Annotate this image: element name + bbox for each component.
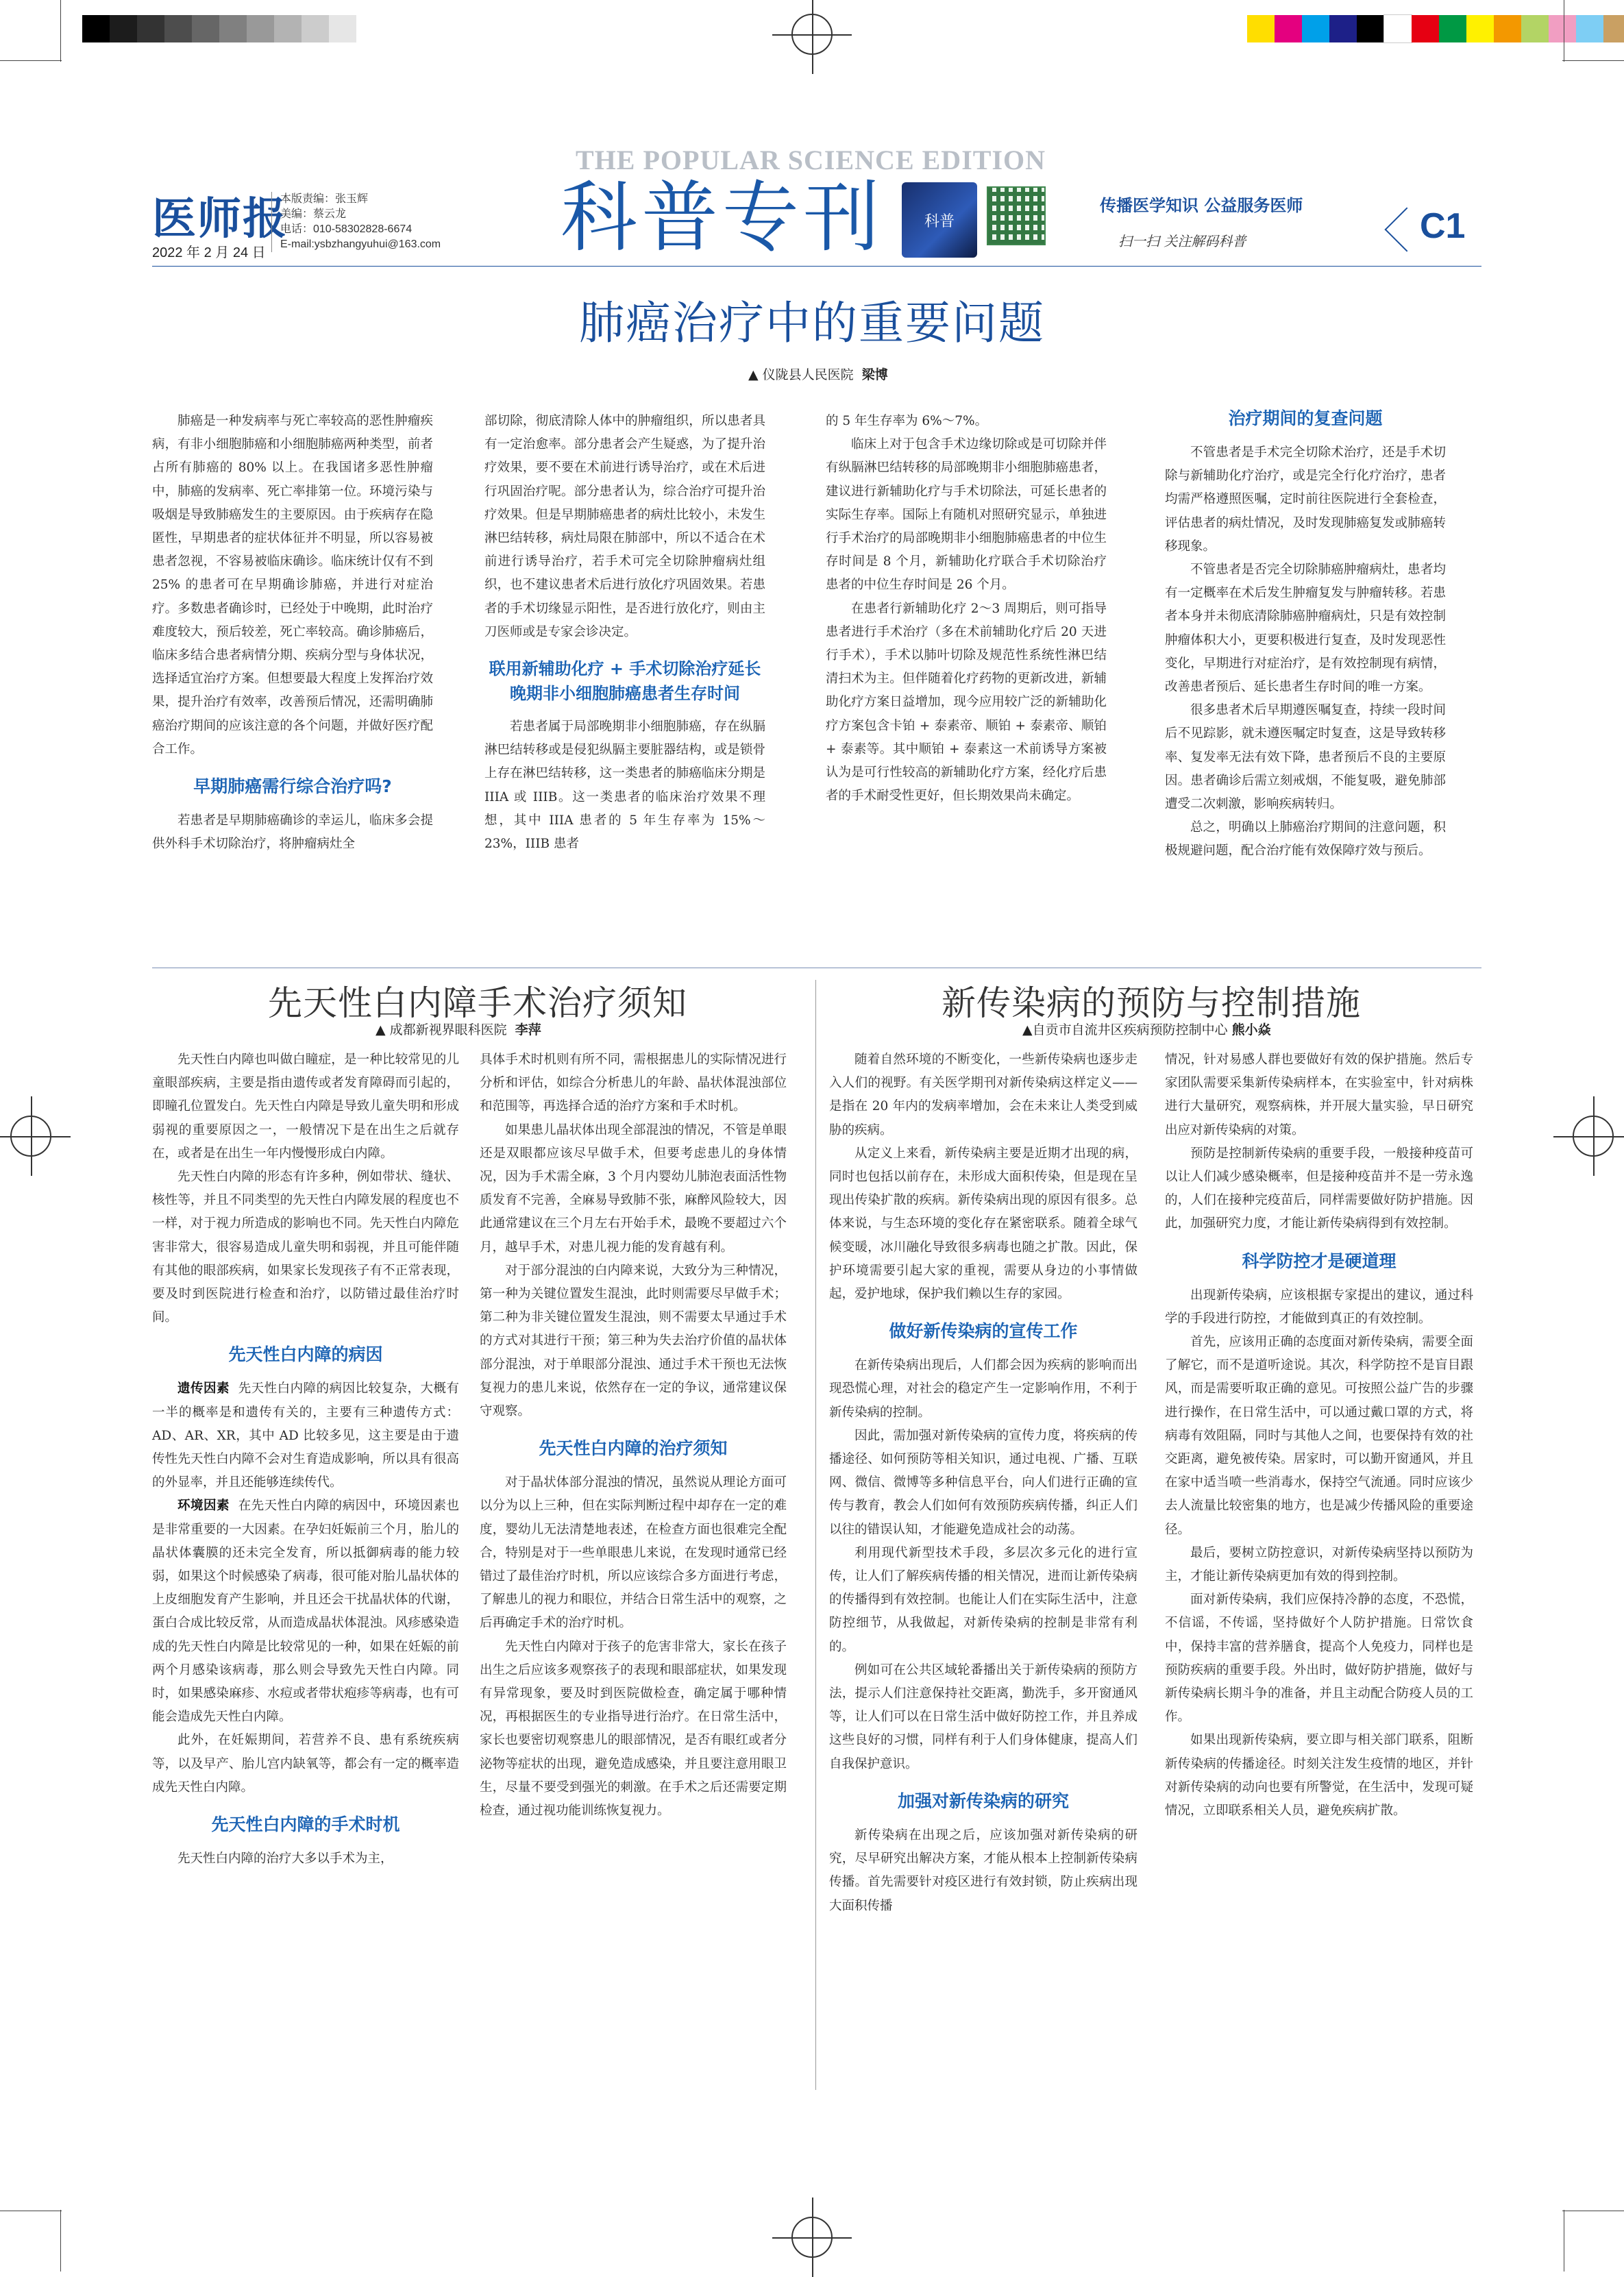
paragraph: 不管患者是否完全切除肺癌肿瘤病灶，患者均有一定概率在术后发生肿瘤复发与肿瘤转移。若患者本身并未彻底清除肺癌肿瘤病灶，只是有效控制肿瘤体积大小，更要积极进行复查，及时发现恶性变化，早期进行对症治疗，是有效控制现有病情，改善患者预后、延长患者生存时间的唯一方案。 bbox=[1165, 563, 1446, 695]
paragraph: 从定义上来看，新传染病主要是近期才出现的病，同时也包括以前存在，未形成大面积传染，但是现在呈现出传染扩散的疾病。新传染病出现的原因有很多。总体来说，与生态环境的变化存在紧密联系。随着全球气候变暖，冰川融化导致很多病毒也随之扩散。因此，保护环境需要引起大家的重视，需要从身边的小事情做起，爱护地球，保护我们赖以生存的家园。 bbox=[829, 1146, 1137, 1302]
paragraph: 肺癌是一种发病率与死亡率较高的恶性肿瘤疾病，有非小细胞肺癌和小细胞肺癌两种类型，前者占所有肺癌的 80% 以上。在我国诸多恶性肿瘤中，肺癌的发病率、死亡率排第一位。环境污染与吸烟是导致肺癌发生的主要原因。由于疾病存在隐匿性，早期患者的症状体征并不明显，所以容易被患者忽视，不容易被临床确诊。临床统计仅有不到 25% 的患者可在早期确诊肺癌，并进行对症治疗。多数患者确诊时，已经处于中晚期，此时治疗难度较大，预后较差，死亡率较高。确诊肺癌后，临床多结合患者病情分期、疾病分型与身体状况，选择适宜治疗方案。但想要最大程度上发挥治疗效果，提升治疗有效率，改善预后情况，还需明确肺癌治疗期间的应该注意的各个问题，并做好医疗配合工作。 bbox=[152, 414, 433, 756]
color-swatch bbox=[1439, 15, 1466, 42]
section-heading: 治疗期间的复查问题 bbox=[1228, 408, 1383, 428]
paragraph: 如果出现新传染病，要立即与相关部门联系，阻断新传染病的传播途径。时刻关注发生疫情的地区，并针对新传染病的动向也要有所警觉，在生活中，发现可疑情况，立即联系相关人员，避免疾病扩散。 bbox=[1165, 1733, 1473, 1819]
section-heading: 先天性白内障的治疗须知 bbox=[539, 1438, 728, 1459]
article-column bbox=[152, 410, 433, 856]
color-swatch bbox=[1521, 15, 1549, 42]
paragraph: 因此，需加强对新传染病的宣传力度，将疾病的传播途径、如何预防等相关知识，通过电视、广播、互联网、微信、微博等多种信息平台，向人们进行正确的宣传与教育，教会人们如何有效预防疾病传播，纠正人们以往的错误认知，才能避免造成社会的动荡。 bbox=[829, 1428, 1137, 1537]
crop-mark bbox=[1562, 60, 1624, 61]
color-swatch bbox=[1412, 15, 1439, 42]
color-swatch bbox=[1302, 15, 1329, 42]
gray-swatch bbox=[110, 15, 137, 42]
paragraph: 情况，针对易感人群也要做好有效的保护措施。然后专家团队需要采集新传染病样本，在实验室中，针对病株进行大量研究，观察病株，并开展大量实验，早日研究出应对新传染病的对策。 bbox=[1165, 1053, 1473, 1137]
paragraph: 先天性白内障对于孩子的危害非常大，家长在孩子出生之后应该多观察孩子的表现和眼部症状，如果发现有异常现象，要及时到医院做检查，确定属于哪种情况，再根据医生的专业指导进行治疗。在日常生活中，家长也要密切观察患儿的眼部情况，是否有眼红或者分泌物等症状的出现，避免造成感染，并且要注意用眼卫生，尽量不要受到强光的刺激。在手术之后还需要定期检查，通过视功能训练恢复视力。 bbox=[480, 1639, 787, 1819]
color-swatch bbox=[1549, 15, 1576, 42]
paragraph: 利用现代新型技术手段，多层次多元化的进行宣传，让人们了解疾病传播的相关情况，进而让新传染病的传播得到有效控制。也能让人们在实际生活中，注意防控细节，从我做起，对新传染病的控制是非常有利的。 bbox=[829, 1545, 1137, 1654]
paragraph-text: 在先天性白内障的病因中，环境因素也是非常重要的一大因素。在孕妇妊娠前三个月，胎儿的晶状体囊膜的还未完全发育，所以抵御病毒的能力较弱，如果这个时候感染了病毒，很可能对胎儿晶状体的上皮细胞发育产生影响，并且还会干扰晶状体的代谢，蛋白合成比较反常，从而造成晶状体混浊。风疹感染造成的先天性白内障是比较常见的一种，如果在妊娠的前两个月感染该病毒，那么则会导致先天性白内障。同时，如果感染麻疹、水痘或者带状疱疹等病毒，也有可能会造成先天性白内障。 bbox=[152, 1499, 459, 1725]
paragraph: 新传染病在出现之后，应该加强对新传染病的研究，尽早研究出解决方案，才能从根本上控制新传染病传播。首先需要针对疫区进行有效封锁，防止疾病出现大面积传播 bbox=[829, 1827, 1137, 1913]
paragraph: 先天性白内障的形态有许多种，例如带状、缝状、核性等，并且不同类型的先天性白内障发展的程度也不一样，对于视力所造成的影响也不同。先天性白内障危害非常大，很容易造成儿童失明和弱视，并且可能伴随有其他的眼部疾病，如果家长发现孩子有不正常表现，要及时到医院进行检查和治疗，以防错过最佳治疗时间。 bbox=[152, 1170, 459, 1325]
paragraph-lead: 遗传因素 bbox=[177, 1381, 230, 1396]
newspaper-logo: 医师报 bbox=[152, 193, 288, 245]
section-heading: 加强对新传染病的研究 bbox=[897, 1790, 1069, 1811]
paragraph-text: 先天性白内障的病因比较复杂，大概有一半的概率是和遗传有关的，主要有三种遗传方式：AD、AR、XR，其中 AD 比较多见，这主要是由于遗传性先天性白内障不会对生育造成影响，所以具有很高的外显率，并且还能够连续传代。 bbox=[152, 1381, 459, 1490]
registration-mark bbox=[10, 1116, 51, 1157]
paragraph: 临床上对于包含手术边缘切除或是可切除并伴有纵膈淋巴结转移的局部晚期非小细胞肺癌患者，建议进行新辅助化疗与手术切除法，可延长患者的实际生存率。国际上有随机对照研究显示，单独进行手术治疗的局部晚期非小细胞肺癌患者的中位生存时间是 8 个月，新辅助化疗联合手术切除治疗患者的中位生存时间是 26 个月。 bbox=[826, 437, 1107, 593]
gray-calibration-bar bbox=[82, 15, 356, 42]
article-byline bbox=[376, 1020, 541, 1038]
paragraph: 很多患者术后早期遵医嘱复查，持续一段时间后不见踪影，就未遵医嘱定时复查，这是导致转移率、复发率无法有效下降，患者预后不良的主要原因。患者确诊后需立刻戒烟，不能复吸，避免肺部遭受二次刺激，影响疾病转归。 bbox=[1165, 703, 1446, 812]
scan-hint: 扫一扫 关注解码科普 bbox=[1118, 233, 1246, 249]
article-title: 先天性白内障手术治疗须知 bbox=[268, 983, 687, 1023]
crop-mark bbox=[60, 0, 61, 62]
color-swatch bbox=[1275, 15, 1302, 42]
crop-mark bbox=[0, 60, 62, 61]
color-swatch bbox=[1576, 15, 1603, 42]
section-heading: 联用新辅助化疗 + 手术切除治疗延长晚期非小细胞肺癌患者生存时间 bbox=[489, 659, 761, 704]
paragraph: 此外，在妊娠期间，若营养不良、患有系统疾病等，以及早产、胎儿宫内缺氧等，都会有一定的概率造成先天性白内障。 bbox=[152, 1733, 459, 1795]
gray-swatch bbox=[302, 15, 329, 42]
color-swatch bbox=[1329, 15, 1357, 42]
byline-org: ▲ 成都新视界眼科医院 bbox=[376, 1022, 507, 1037]
editor-line: 本版责编：张玉辉 bbox=[280, 193, 369, 205]
section-heading: 科学防控才是硬道理 bbox=[1242, 1251, 1397, 1271]
paragraph bbox=[152, 1377, 459, 1494]
paragraph: 若患者是早期肺癌确诊的幸运儿，临床多会提供外科手术切除治疗，将肿瘤病灶全 bbox=[152, 813, 433, 852]
paragraph: 对于部分混浊的白内障来说，大致分为三种情况，第一种为关键位置发生混浊，此时则需要尽早做手术；第二种为非关键位置发生混浊，则不需要太早通过手术的方式对其进行干预；第三种为失去治疗价值的晶状体部分混浊，对于单眼部分混浊、通过手术干预也无法恢复视力的患儿来说，依然存在一定的争议，通常建议保守观察。 bbox=[480, 1263, 787, 1419]
color-swatch bbox=[1494, 15, 1521, 42]
article-column bbox=[484, 410, 765, 856]
article-title: 新传染病的预防与控制措施 bbox=[942, 983, 1361, 1023]
color-swatch bbox=[1357, 15, 1384, 42]
gray-swatch bbox=[247, 15, 274, 42]
paragraph: 在患者行新辅助化疗 2～3 周期后，则可指导患者进行手术治疗（多在术前辅助化疗后 20 天进行手术），手术以肺叶切除及规范性系统性淋巴结清扫术为主。但伴随着化疗药物的更新改进，新辅助化疗方案日益增加，现今应用较广泛的新辅助化疗方案包含卡铂 + 泰素帝、顺铂 + 泰素帝、顺铂 + 泰素等。其中顺铂 + 泰素这一术前诱导方案被认为是可行性较高的新辅助化疗方案，经化疗后患者的手术耐受性更好，但长期效果尚未确定。 bbox=[826, 601, 1107, 804]
gray-swatch bbox=[137, 15, 164, 42]
registration-mark bbox=[1573, 1116, 1614, 1157]
article-column bbox=[829, 1048, 1137, 1918]
editor-line: 美编：蔡云龙 bbox=[280, 208, 347, 220]
paragraph: 在新传染病出现后，人们都会因为疾病的影响而出现恐慌心理，对社会的稳定产生一定影响作用，不利于新传染病的控制。 bbox=[829, 1358, 1137, 1420]
color-swatch bbox=[1384, 15, 1412, 42]
gray-swatch bbox=[274, 15, 302, 42]
section-heading: 早期肺癌需行综合治疗吗? bbox=[193, 776, 392, 797]
article-column bbox=[1165, 1048, 1473, 1823]
color-swatch bbox=[1247, 15, 1275, 42]
paragraph: 先天性白内障也叫做白瞳症，是一种比较常见的儿童眼部疾病，主要是指由遗传或者发育障碍而引起的，即瞳孔位置发白。先天性白内障是导致儿童失明和形成弱视的重要原因之一，一般情况下是在出生之后就存在，或者是在出生一年内慢慢形成白内障。 bbox=[152, 1053, 459, 1161]
paragraph: 最后，要树立防控意识，对新传染病坚持以预防为主，才能让新传染病更加有效的得到控制。 bbox=[1165, 1545, 1473, 1584]
special-edition-title: 科普专刊 bbox=[561, 173, 884, 262]
editor-line: E-mail:ysbzhangyuhui@163.com bbox=[280, 238, 441, 250]
gray-swatch bbox=[219, 15, 247, 42]
gray-swatch bbox=[192, 15, 219, 42]
issue-date: 2022 年 2 月 24 日 bbox=[152, 245, 266, 260]
editor-info bbox=[271, 192, 441, 252]
section-heading: 做好新传染病的宣传工作 bbox=[889, 1321, 1078, 1342]
color-calibration-bar bbox=[1247, 15, 1624, 42]
column-divider bbox=[815, 980, 816, 2090]
section-heading: 先天性白内障的病因 bbox=[228, 1344, 383, 1365]
article-byline bbox=[1022, 1020, 1271, 1038]
app-icon[interactable] bbox=[902, 182, 977, 258]
masthead-divider bbox=[152, 266, 1481, 267]
paragraph: 例如可在公共区域轮番播出关于新传染病的预防方法，提示人们注意保持社交距离，勤洗手，多开窗通风等，让人们可以在日常生活中做好防控工作，并且养成这些良好的习惯，同样有利于人们身体健康，提高人们自我保护意识。 bbox=[829, 1662, 1137, 1771]
paragraph: 若患者属于局部晚期非小细胞肺癌，存在纵膈淋巴结转移或是侵犯纵膈主要脏器结构，或是锁骨上存在淋巴结转移，这一类患者的肺癌临床分期是 IIIA 或 IIIB。这一类患者的临床治疗效果不理想，其中 IIIA 患者的 5 年生存率为 15%～23%，IIIB 患者 bbox=[484, 719, 765, 852]
paragraph: 随着自然环境的不断变化，一些新传染病也逐步走入人们的视野。有关医学期刊对新传染病这样定义——是指在 20 年内的发病率增加，会在未来让人类受到威胁的疾病。 bbox=[829, 1053, 1137, 1137]
article-column bbox=[826, 410, 1107, 808]
paragraph: 首先，应该用正确的态度面对新传染病，需要全面了解它，而不是道听途说。其次，科学防控不是盲目跟风，而是需要听取正确的意见。可按照公益广告的步骤进行操作，在日常生活中，可以通过戴口罩的方式，将病毒有效阻隔，同时与其他人之间，也要保持有效的社交距离，避免被传染。居家时，可以勤开窗通风，并且在家中适当喷一些消毒水，保持空气流通。同时应该少去人流量比较密集的地方，也是减少传播风险的重要途径。 bbox=[1165, 1335, 1473, 1537]
page-number: C1 bbox=[1420, 206, 1466, 246]
paragraph: 预防是控制新传染病的重要手段，一般接种疫苗可以让人们减少感染概率，但是接种疫苗并不是一劳永逸的，人们在接种完疫苗后，同样需要做好防护措施。因此，加强研究力度，才能让新传染病得到有效控制。 bbox=[1165, 1146, 1473, 1231]
qr-code-icon[interactable] bbox=[987, 186, 1046, 245]
paragraph: 面对新传染病，我们应保持冷静的态度，不恐慌，不信谣，不传谣，坚持做好个人防护措施。日常饮食中，保持丰富的营养膳食，提高个人免疫力，同样也是预防疾病的重要手段。外出时，做好防护措施，做好与新传染病长期斗争的准备，并且主动配合防疫人员的工作。 bbox=[1165, 1592, 1473, 1725]
byline-author: 梁博 bbox=[861, 367, 888, 382]
byline-org: ▲ 仪陇县人民医院 bbox=[748, 367, 854, 382]
byline-org: ▲自贡市自流井区疾病预防控制中心 bbox=[1022, 1022, 1228, 1037]
article-title: 肺癌治疗中的重要问题 bbox=[579, 297, 1045, 349]
byline-author: 李萍 bbox=[515, 1022, 541, 1037]
paragraph-lead: 环境因素 bbox=[177, 1499, 230, 1514]
app-icon-label: 科普 bbox=[924, 212, 955, 230]
paragraph bbox=[152, 1494, 459, 1729]
article-column bbox=[480, 1048, 787, 1823]
crop-mark bbox=[60, 2210, 61, 2272]
paragraph: 出现新传染病，应该根据专家提出的建议，通过科学的手段进行防控，才能做到真正的有效控制。 bbox=[1165, 1288, 1473, 1326]
paragraph: 先天性白内障的治疗大多以手术为主， bbox=[177, 1851, 393, 1867]
article-column bbox=[152, 1048, 459, 1871]
paragraph: 具体手术时机则有所不同，需根据患儿的实际情况进行分析和评估，如综合分析患儿的年龄、晶状体混浊部位和范围等，再选择合适的治疗方案和手术时机。 bbox=[480, 1053, 787, 1114]
article-byline bbox=[748, 365, 888, 383]
edition-english-title: THE POPULAR SCIENCE EDITION bbox=[576, 145, 1046, 175]
paragraph: 部切除，彻底清除人体中的肿瘤组织，所以患者具有一定治愈率。部分患者会产生疑惑，为了提升治疗效果，要不要在术前进行诱导治疗，或在术后进行巩固治疗呢。部分患者认为，综合治疗可提升治疗效果。但是早期肺癌患者的病灶比较小，未发生淋巴结转移，病灶局限在肺部中，所以不适合在术前进行诱导治疗，若手术可完全切除肿瘤病灶组织，也不建议患者术后进行放化疗巩固效果。若患者的手术切缘显示阳性，是否进行放化疗，则由主刀医师或是专家会诊决定。 bbox=[484, 414, 765, 639]
gray-swatch bbox=[329, 15, 356, 42]
registration-mark bbox=[791, 14, 833, 55]
registration-mark bbox=[791, 2217, 833, 2258]
section-heading: 先天性白内障的手术时机 bbox=[211, 1814, 400, 1835]
color-swatch bbox=[1466, 15, 1494, 42]
gray-swatch bbox=[82, 15, 110, 42]
gray-swatch bbox=[164, 15, 192, 42]
article-column bbox=[1165, 406, 1446, 863]
paragraph: 不管患者是手术完全切除术治疗，还是手术切除与新辅助化疗治疗，或是完全行化疗治疗，患者均需严格遵照医嘱，定时前往医院进行全套检查，评估患者的病灶情况，及时发现肺癌复发或肺癌转移现象。 bbox=[1165, 445, 1446, 554]
paragraph: 如果患儿晶状体出现全部混浊的情况，不管是单眼还是双眼都应该尽早做手术，但要考虑患儿的身体情况，因为手术需全麻，3 个月内婴幼儿肺泡表面活性物质发育不完善，全麻易导致肺不张，麻醉风险较大，因此通常建议在三个月左右开始手术，最晚不要超过六个月，越早手术，对患儿视力能的发育越有利。 bbox=[480, 1122, 787, 1255]
paragraph: 总之，明确以上肺癌治疗期间的注意问题，积极规避问题，配合治疗能有效保障疗效与预后。 bbox=[1165, 820, 1446, 859]
color-swatch bbox=[1603, 15, 1624, 42]
editor-line: 电话：010-58302828-6674 bbox=[280, 223, 413, 235]
paragraph: 的 5 年生存率为 6%～7%。 bbox=[826, 414, 988, 428]
paragraph: 对于晶状体部分混浊的情况，虽然说从理论方面可以分为以上三种，但在实际判断过程中却存在一定的难度，婴幼儿无法清楚地表述，在检查方面也很难完全配合，特别是对于一些单眼患儿来说，在发现时通常已经错过了最佳治疗时机，所以应该综合多方面进行考虑，了解患儿的视力和眼位，并结合日常生活中的观察，之后再确定手术的治疗时机。 bbox=[480, 1475, 787, 1631]
byline-author: 熊小焱 bbox=[1231, 1022, 1271, 1037]
slogan: 传播医学知识 公益服务医师 bbox=[1100, 196, 1303, 215]
